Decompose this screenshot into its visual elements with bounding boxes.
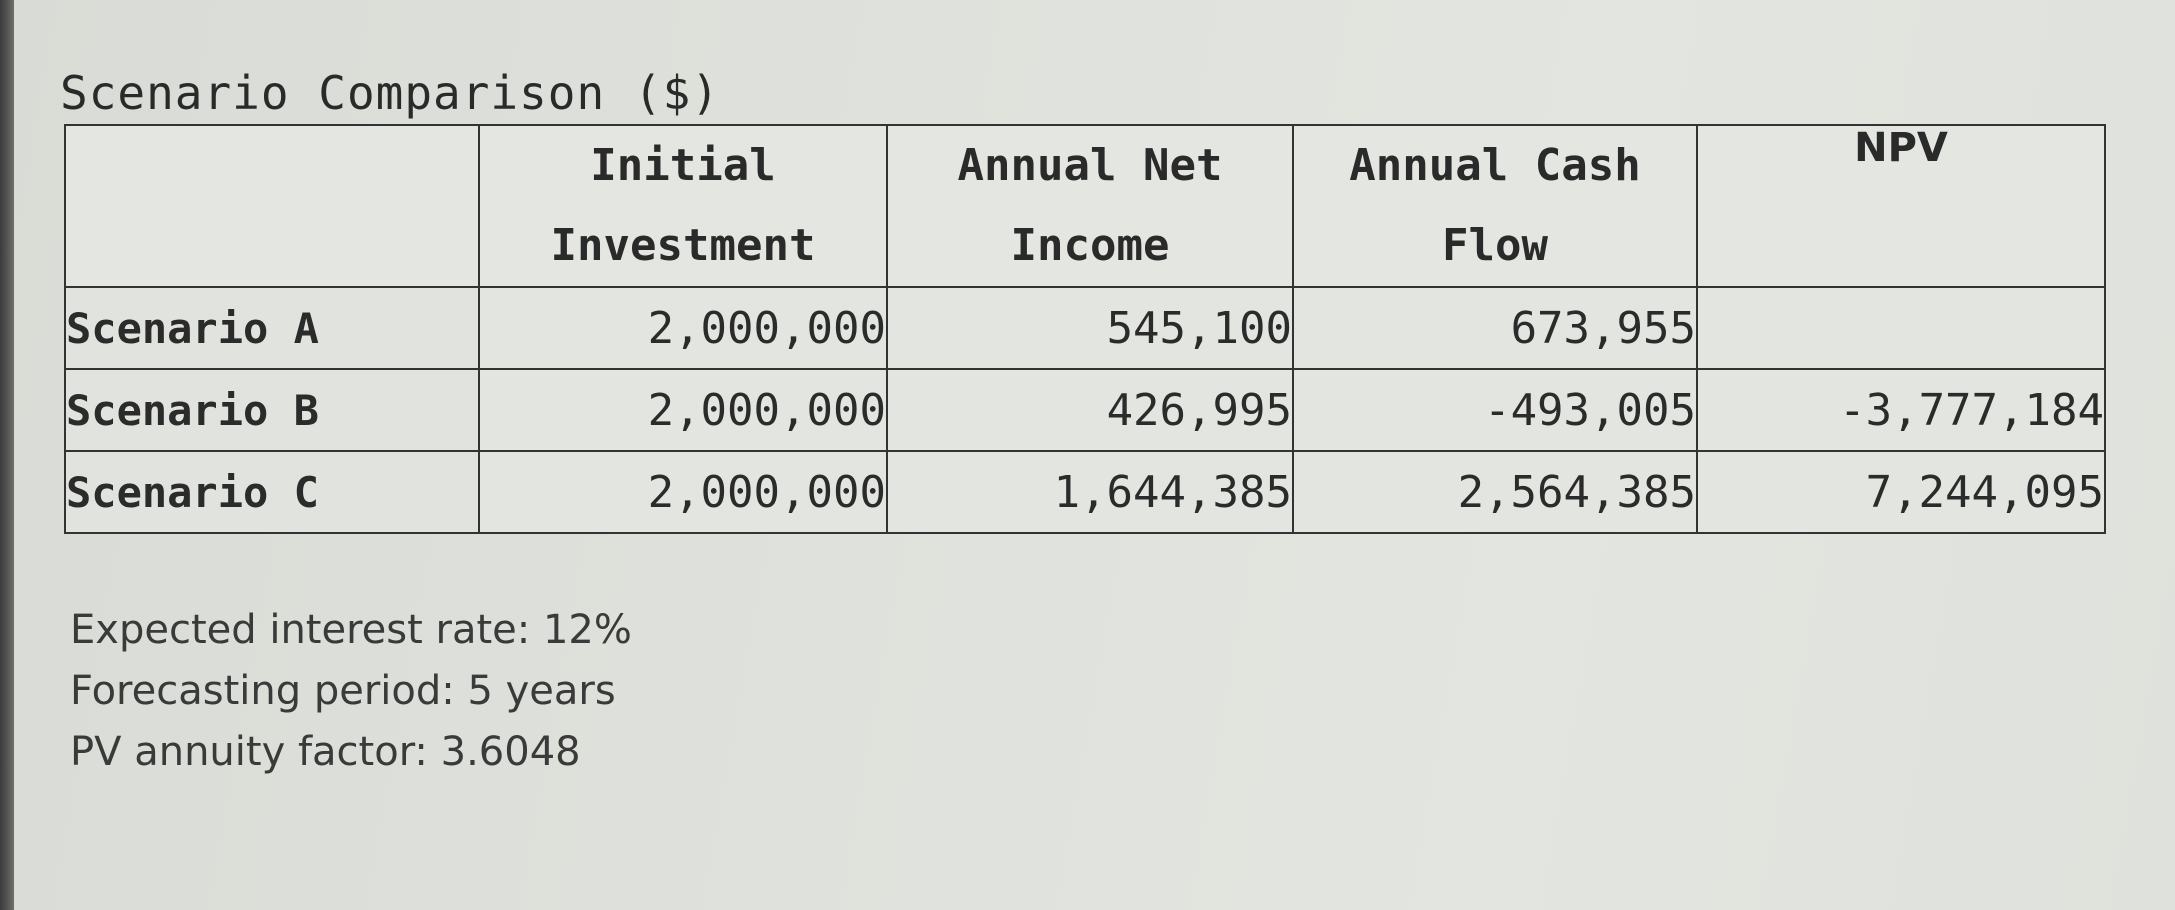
header-line: Investment [550, 220, 816, 271]
annuity-factor-note: PV annuity factor: 3.6048 [70, 729, 581, 775]
npv-cell: -3,777,184 [1697, 369, 2105, 451]
initial-investment-cell: 2,000,000 [479, 287, 887, 369]
npv-cell: 7,244,095 [1697, 451, 2105, 533]
header-line: Annual Net [957, 140, 1223, 191]
header-npv [1697, 125, 2105, 287]
header-line: Income [1010, 220, 1170, 271]
header-empty-cell [65, 125, 479, 287]
scenario-comparison-table [64, 124, 2106, 534]
annual-cash-flow-cell: -493,005 [1293, 369, 1697, 451]
header-annual-net-income [887, 125, 1293, 287]
header-initial-investment [479, 125, 887, 287]
header-line: Initial [590, 140, 776, 191]
assumptions-notes [70, 600, 632, 783]
row-label: Scenario B [65, 369, 479, 451]
header-line: Annual Cash [1349, 140, 1641, 191]
annual-cash-flow-cell: 673,955 [1293, 287, 1697, 369]
annual-net-income-cell: 1,644,385 [887, 451, 1293, 533]
initial-investment-cell: 2,000,000 [479, 369, 887, 451]
forecast-period-note: Forecasting period: 5 years [70, 668, 616, 714]
header-line: NPV [1854, 125, 1948, 171]
initial-investment-cell: 2,000,000 [479, 451, 887, 533]
row-label: Scenario A [65, 287, 479, 369]
header-line: Flow [1442, 220, 1548, 271]
header-row [65, 125, 2105, 287]
annual-cash-flow-cell: 2,564,385 [1293, 451, 1697, 533]
annual-net-income-cell: 545,100 [887, 287, 1293, 369]
table-row [65, 369, 2105, 451]
header-annual-cash-flow [1293, 125, 1697, 287]
table-title: Scenario Comparison ($) [60, 66, 720, 120]
row-label: Scenario C [65, 451, 479, 533]
photo-edge-shadow [0, 0, 14, 910]
interest-rate-note: Expected interest rate: 12% [70, 607, 632, 653]
table-row [65, 451, 2105, 533]
table-row [65, 287, 2105, 369]
npv-cell [1697, 287, 2105, 369]
annual-net-income-cell: 426,995 [887, 369, 1293, 451]
